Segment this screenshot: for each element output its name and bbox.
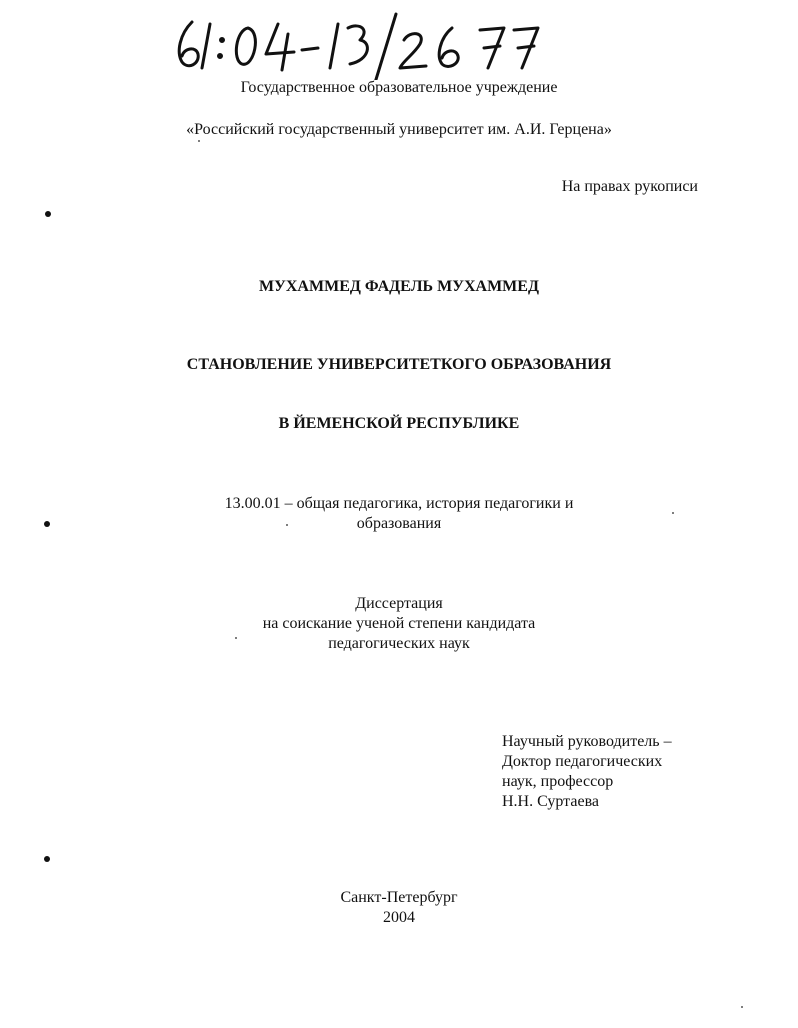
handwritten-archive-code [170,10,550,80]
institution-type: Государственное образовательное учреждение [240,79,558,96]
manuscript-note: На правах рукописи [561,178,698,195]
dissertation-line-1: Диссертация [355,595,443,612]
punch-hole-mark [44,521,50,527]
specialty-line-1: 13.00.01 – общая педагогика, история педагогики и [224,495,574,512]
specialty-line-2: образования [356,515,442,532]
city: Санкт-Петербург [340,889,458,906]
supervisor-line-4: Н.Н. Суртаева [502,793,600,810]
supervisor-line-2: Доктор педагогических [502,753,663,770]
author-name: МУХАММЕД ФАДЕЛЬ МУХАММЕД [259,278,539,295]
dissertation-line-2: на соискание ученой степени кандидата [262,615,536,632]
punch-hole-mark [45,211,51,217]
university-name: «Российский государственный университет им. А.И. Герцена» [186,121,612,138]
title-line-1: СТАНОВЛЕНИЕ УНИВЕРСИТЕТКОГО ОБРАЗОВАНИЯ [186,356,612,373]
punch-hole-mark [44,856,50,862]
dissertation-line-3: педагогических наук [328,635,470,652]
supervisor-line-1: Научный руководитель – [502,733,672,750]
supervisor-line-3: наук, профессор [502,773,614,790]
year: 2004 [383,909,415,926]
title-line-2: В ЙЕМЕНСКОЙ РЕСПУБЛИКЕ [278,415,520,432]
